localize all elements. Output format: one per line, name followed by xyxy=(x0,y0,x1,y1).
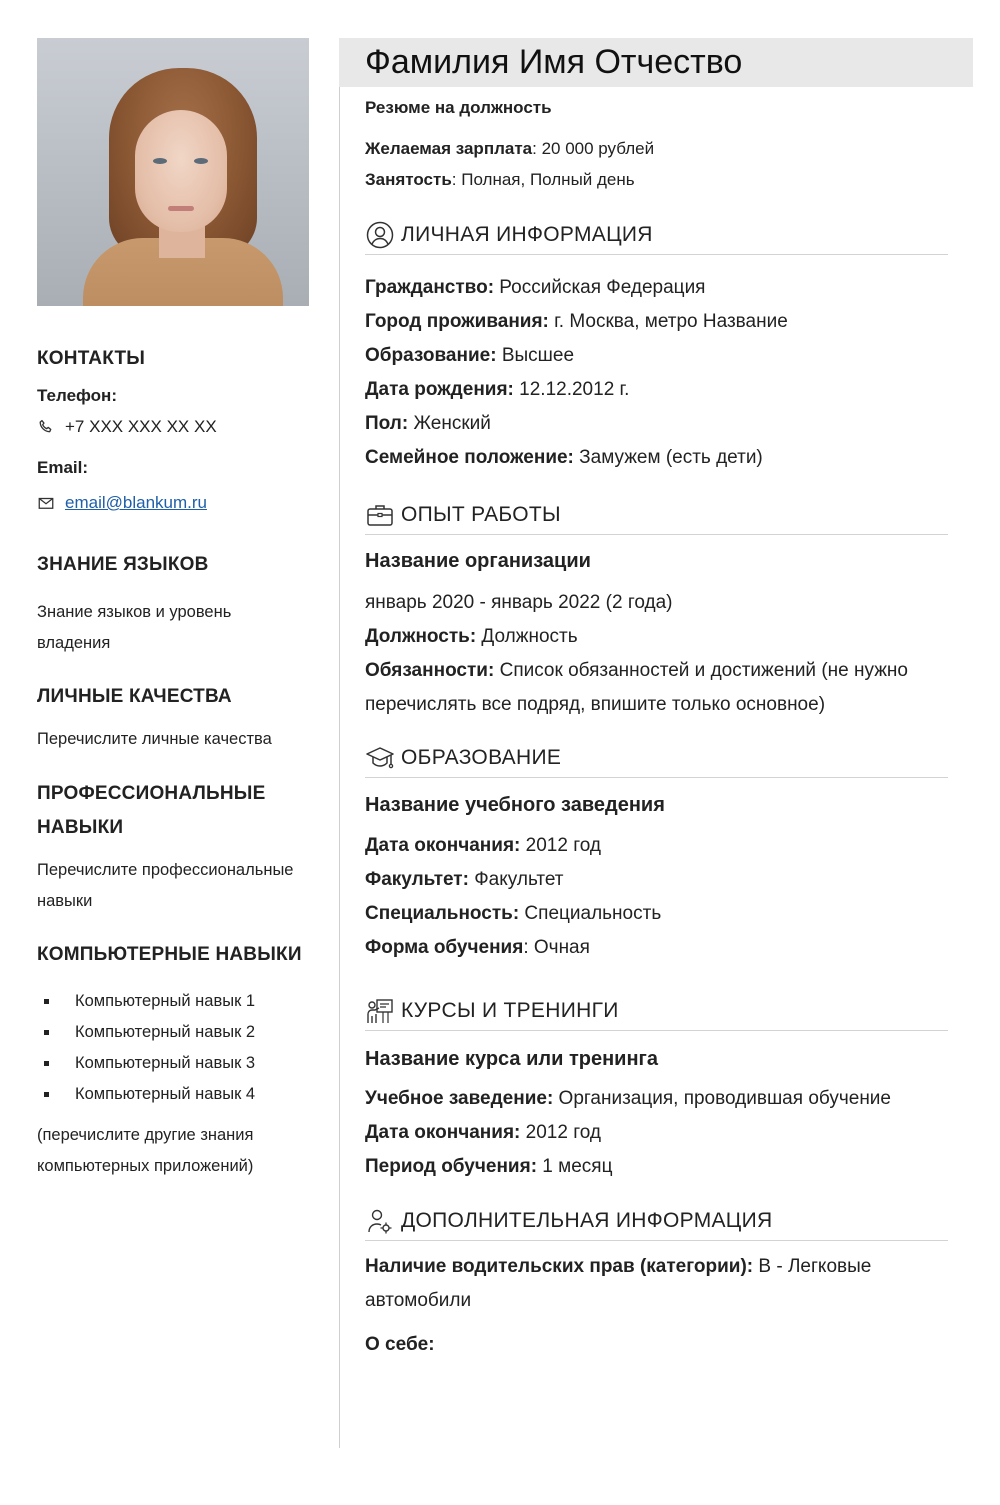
birth-label: Дата рождения: xyxy=(365,379,514,400)
about-row xyxy=(365,1328,948,1362)
user-circle-icon xyxy=(365,220,395,250)
education-heading: ОБРАЗОВАНИЕ xyxy=(401,746,562,769)
employment-value: : Полная, Полный день xyxy=(451,170,635,189)
languages-heading: ЗНАНИЕ ЯЗЫКОВ xyxy=(37,554,209,575)
salary-row xyxy=(365,139,948,159)
section-additional xyxy=(365,1202,948,1241)
course-name: Название курса или тренинга xyxy=(365,1048,658,1070)
computer-note-1: (перечислите другие знания xyxy=(37,1126,254,1144)
email-link[interactable]: email@blankum.ru xyxy=(65,493,207,512)
gender-row xyxy=(365,407,948,441)
organization-name: Название организации xyxy=(365,550,591,572)
birth-row xyxy=(365,373,948,407)
email-row xyxy=(37,493,207,513)
full-name: Фамилия Имя Отчество xyxy=(365,43,743,81)
duties-value-1: Список обязанностей и достижений (не нужно xyxy=(494,660,908,681)
edu-grad-label: Дата окончания: xyxy=(365,835,521,856)
salary-label: Желаемая зарплата xyxy=(365,139,533,158)
training-icon xyxy=(365,996,395,1026)
photo-eye-right xyxy=(194,158,208,164)
personal-heading: ЛИЧНАЯ ИНФОРМАЦИЯ xyxy=(401,223,653,246)
marital-row xyxy=(365,441,948,475)
study-form-label: Форма обучения xyxy=(365,937,524,958)
section-courses xyxy=(365,992,948,1031)
email-label: Email: xyxy=(37,458,89,477)
user-settings-icon xyxy=(365,1206,395,1236)
marital-value: Замужем (есть дети) xyxy=(573,447,763,468)
name-bar xyxy=(339,38,973,87)
computer-skills-heading: КОМПЬЮТЕРНЫЕ НАВЫКИ xyxy=(37,944,302,965)
faculty-row xyxy=(365,863,948,897)
computer-note-2: компьютерных приложений) xyxy=(37,1157,254,1175)
pro-skills-text-2: навыки xyxy=(37,892,93,910)
duties-value-2: перечислять все подряд, впишите только основное) xyxy=(365,694,826,715)
section-personal xyxy=(365,216,948,255)
birth-value: 12.12.2012 г. xyxy=(513,379,630,400)
phone-value: +7 XXX XXX XX XX xyxy=(65,417,217,436)
contacts-heading: КОНТАКТЫ xyxy=(37,348,146,369)
specialty-label: Специальность: xyxy=(365,903,520,924)
briefcase-icon xyxy=(365,500,395,530)
mail-icon xyxy=(37,494,55,512)
languages-text-2: владения xyxy=(37,634,111,652)
employment-label: Занятость xyxy=(365,170,452,189)
main-content xyxy=(339,38,973,1355)
pro-skills-heading-1: ПРОФЕССИОНАЛЬНЫЕ xyxy=(37,783,266,804)
column-divider xyxy=(339,38,340,1448)
specialty-row xyxy=(365,897,948,931)
additional-heading: ДОПОЛНИТЕЛЬНАЯ ИНФОРМАЦИЯ xyxy=(401,1209,773,1232)
edu-grad-row xyxy=(365,829,948,863)
list-item: Компьютерный навык 3 xyxy=(37,1048,327,1079)
license-label: Наличие водительских прав (категории): xyxy=(365,1256,754,1277)
course-institution-row xyxy=(365,1082,948,1116)
faculty-value: Факультет xyxy=(468,869,564,890)
course-grad-row xyxy=(365,1116,948,1150)
license-value-2: автомобили xyxy=(365,1290,472,1311)
sidebar xyxy=(37,38,327,1175)
city-value: г. Москва, метро Название xyxy=(548,311,788,332)
salary-value: : 20 000 рублей xyxy=(532,139,655,158)
course-period-value: 1 месяц xyxy=(537,1156,613,1177)
list-item: Компьютерный навык 4 xyxy=(37,1079,327,1110)
gender-value: Женский xyxy=(408,413,491,434)
phone-row xyxy=(37,417,217,437)
city-row xyxy=(365,305,948,339)
course-institution-value: Организация, проводившая обучение xyxy=(553,1088,891,1109)
course-grad-label: Дата окончания: xyxy=(365,1122,521,1143)
qualities-text: Перечислите личные качества xyxy=(37,730,272,748)
gender-label: Пол: xyxy=(365,413,409,434)
license-row xyxy=(365,1250,948,1284)
faculty-label: Факультет: xyxy=(365,869,469,890)
graduation-cap-icon xyxy=(365,743,395,773)
photo-face xyxy=(135,110,227,232)
work-period: январь 2020 - январь 2022 (2 года) xyxy=(365,592,673,613)
section-education xyxy=(365,739,948,778)
specialty-value: Специальность xyxy=(519,903,662,924)
city-label: Город проживания: xyxy=(365,311,549,332)
computer-skills-list xyxy=(37,986,327,1110)
education-level-label: Образование: xyxy=(365,345,497,366)
course-grad-value: 2012 год xyxy=(520,1122,601,1143)
citizenship-row xyxy=(365,271,948,305)
duties-label: Обязанности: xyxy=(365,660,495,681)
phone-icon xyxy=(37,418,55,436)
photo-eye-left xyxy=(153,158,167,164)
job-position-row xyxy=(365,620,948,654)
course-period-row xyxy=(365,1150,948,1184)
position-title: Резюме на должность xyxy=(365,98,552,117)
education-level-row xyxy=(365,339,948,373)
pro-skills-heading-2: НАВЫКИ xyxy=(37,817,124,838)
study-form-row xyxy=(365,931,948,965)
list-item: Компьютерный навык 2 xyxy=(37,1017,327,1048)
license-value-1: B - Легковые xyxy=(753,1256,872,1277)
profile-photo xyxy=(37,38,309,306)
pro-skills-text-1: Перечислите профессиональные xyxy=(37,861,294,879)
study-form-value: : Очная xyxy=(523,937,590,958)
edu-grad-value: 2012 год xyxy=(520,835,601,856)
job-position-label: Должность: xyxy=(365,626,477,647)
courses-heading: КУРСЫ И ТРЕНИНГИ xyxy=(401,999,619,1022)
list-item: Компьютерный навык 1 xyxy=(37,986,327,1017)
photo-mouth xyxy=(168,206,194,211)
section-experience xyxy=(365,496,948,535)
about-label: О себе: xyxy=(365,1334,435,1355)
education-level-value: Высшее xyxy=(496,345,575,366)
institution-name: Название учебного заведения xyxy=(365,794,665,816)
marital-label: Семейное положение: xyxy=(365,447,574,468)
employment-row xyxy=(365,170,948,190)
citizenship-label: Гражданство: xyxy=(365,277,495,298)
citizenship-value: Российская Федерация xyxy=(494,277,706,298)
experience-heading: ОПЫТ РАБОТЫ xyxy=(401,503,561,526)
course-institution-label: Учебное заведение: xyxy=(365,1088,554,1109)
phone-label: Телефон: xyxy=(37,386,117,405)
duties-row xyxy=(365,654,948,688)
job-position-value: Должность xyxy=(476,626,578,647)
qualities-heading: ЛИЧНЫЕ КАЧЕСТВА xyxy=(37,686,232,707)
languages-text-1: Знание языков и уровень xyxy=(37,603,232,621)
course-period-label: Период обучения: xyxy=(365,1156,538,1177)
